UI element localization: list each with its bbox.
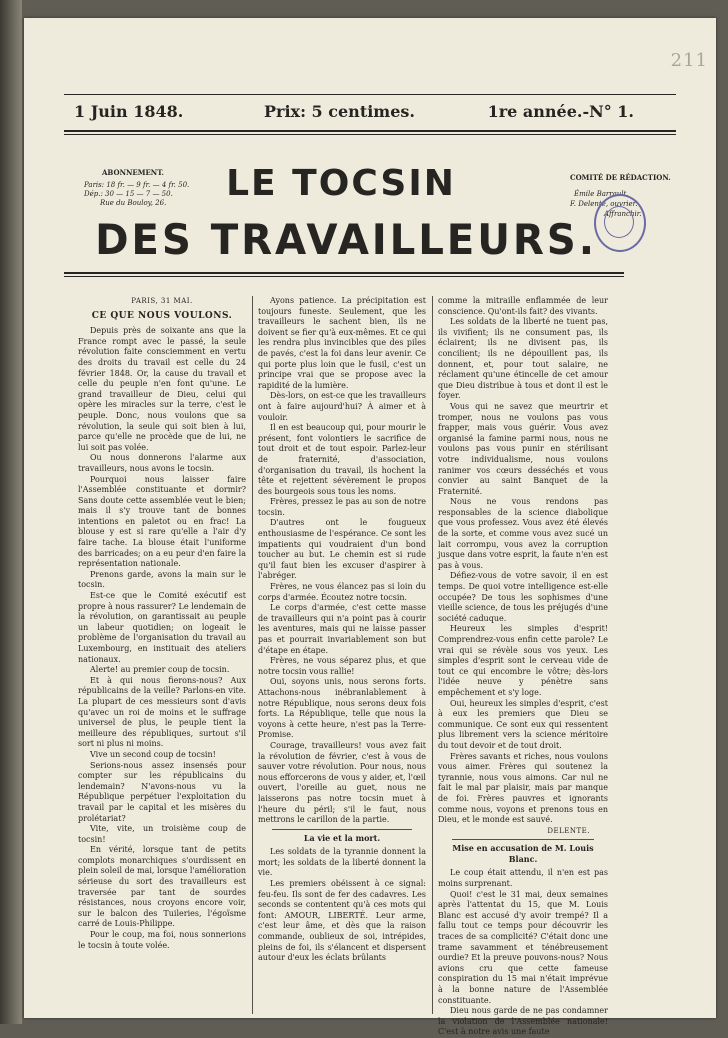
paragraph: Prenons garde, avons la main sur le tocsin. (78, 569, 246, 590)
paragraph: Les soldats de la tyrannie donnent la mort; les soldats de la liberté donnent la vie. (258, 847, 426, 878)
paragraph: Frères savants et riches, nous voulons vous aimer. Frères qui soutenez la tyrannie, nous vous aimons. Car nul ne fait le mal par plaisir, mais par manque de foi. Frères pauvres et ignorants comme nous, voyons et prenons tous en Dieu, et le monde est sauvé. (438, 751, 608, 825)
subscription-box (84, 168, 189, 208)
column-divider (432, 296, 433, 1014)
committee-line: Affranchir. (604, 210, 642, 218)
paragraph: Et à qui nous fierons-nous? Aux républicains de la veille? Parlons-en vite. La plupart de ces messieurs sont d'avis qu'avec un roi de moins et le suffrage universel de plus, le peuple tient la meilleure des républiques, surtout s'il sort ni plus ni moins. (78, 675, 246, 749)
stamp-seal-icon (604, 206, 634, 238)
masthead-rule-thin (64, 276, 624, 277)
issue-number: 1re année.-N° 1. (487, 102, 634, 121)
paragraph: Il en est beaucoup qui, pour mourir le présent, font volontiers le sacrifice de tout droit et de tout espoir. Parlez-leur de fraternité, d'association, d'organisation du travail, ils hochent la tête et rejettent sévèrement le propos des bourgeois sous tous les noms. (258, 423, 426, 496)
paragraph: Oui, soyons unis, nous serons forts. Attachons-nous inébranlablement à notre République, nous serons deux fois forts. La République, telle que nous la voyons à cette heure, n'est pas la Terre-Promise. (258, 677, 426, 740)
subscription-line: Paris: 18 fr. — 9 fr. — 4 fr. 50. (84, 181, 190, 189)
newspaper-page (24, 18, 716, 1037)
issue-date: 1 Juin 1848. (74, 102, 184, 121)
dateline-rule (64, 130, 676, 132)
paragraph: Pour le coup, ma foi, nous sonnerions le tocsin à toute volée. (78, 930, 246, 950)
paragraph: En vérité, lorsque tant de petits complots monarchiques s'ourdissent en plein soleil de mai, lorsque l'amélioration sérieuse du sort des travailleurs est traversée par tant de sourdes résistances, nous croyons encore voir, sur le balcon des Tuileries, l'égoïsme carré de Louis-Philippe. (78, 845, 246, 929)
column-3 (438, 296, 608, 1038)
library-stamp (594, 194, 646, 252)
signature: DELENTE. (547, 826, 590, 835)
paragraph: Ou nous donnerons l'alarme aux travailleurs, nous avons le tocsin. (78, 453, 246, 473)
paragraph: Les soldats de la liberté ne tuent pas, ils vivifient; ils ne consument pas, ils éclairent; ils ne divisent pas, ils concilient; ils ne dépouillent pas, ils donnent, et, pour tout salaire, ne réclament qu'une étincelle de cet amour que Dieu distribue à tous et dont il est le foyer. (438, 317, 608, 401)
paragraph: Serions-nous assez insensés pour compter sur les républicains du lendemain? N'avons-nous vu la République perpétuer l'exploitation du travail par le capital et les misères du prolétariat? (78, 760, 246, 823)
dateline-rule-thin (64, 134, 676, 135)
subscription-line: Dép.: 30 — 15 — 7 — 50. (84, 190, 173, 198)
paragraph: comme la mitraille enflammée de leur conscience. Qu'ont-ils fait? des vivants. (438, 296, 608, 316)
paragraph: Pourquoi nous laisser faire l'Assemblée constituante et dormir? Sans doute cette assemblée veut le bien; mais il s'y trouve tant de bonnes intentions en paletot ou en frac! La blouse y est si rare qu'elle a l'air d'y faire tache. La blouse était l'uniforme des barricades; on a eu peur d'en faire la représentation nationale. (78, 474, 246, 569)
section-heading: La vie et la mort. (303, 832, 381, 843)
book-binding (0, 0, 22, 1024)
top-rule (64, 94, 676, 95)
paragraph: Le corps d'armée, c'est cette masse de travailleurs qui n'a point pas à courir les aventures, mais qui ne laisse passer pas et pourrait invariablement son but d'étape en étape. (258, 603, 426, 655)
paragraph: Vite, vite, un troisième coup de tocsin! (78, 824, 246, 844)
paragraph: Défiez-vous de votre savoir, il en est temps. De quoi votre intelligence est-elle occupée? De tous les sophismes d'une vieille science, de tous les préjugés d'une société caduque. (438, 571, 608, 623)
column-1 (78, 296, 246, 951)
dateline (74, 102, 634, 124)
masthead-line2: DES TRAVAILLEURS. (95, 215, 597, 264)
committee-line: F. Delente, ouvrier. (570, 200, 638, 208)
committee-title: COMITÉ DE RÉDACTION. (570, 173, 671, 182)
section-divider (452, 839, 594, 840)
paragraph: Oui, heureux les simples d'esprit, c'est à eux les premiers que Dieu se communique. Ce sont eux qui ressentent plus librement vers la science méritoire du tout devoir et de tout droit. (438, 698, 608, 750)
paragraph: Vive un second coup de tocsin! (90, 749, 216, 759)
paragraph: Alerte! au premier coup de tocsin. (90, 665, 230, 675)
committee-line: Émile Barrault. (574, 190, 629, 198)
paragraph: Dès-lors, on est-ce que les travailleurs ont à faire aujourd'hui? À aimer et à vouloir. (258, 391, 426, 422)
subscription-line: Rue du Bouloy, 26. (100, 199, 167, 207)
masthead-line1: LE TOCSIN (226, 163, 456, 204)
folio-number: 211 (670, 50, 708, 71)
paragraph: Frères, ne vous élancez pas si loin du corps d'armée. Écoutez notre tocsin. (258, 582, 426, 602)
section-heading: Mise en accusation de M. Louis Blanc. (452, 843, 594, 864)
paragraph: Depuis près de soixante ans que la France rompt avec le passé, la seule révolution faite consciemment en vertu des droits du travail est celle du 24 février 1848. Or, la cause du travail et celle du peuple n'en font qu'une. Le grand travailleur de Dieu, celui qui opère les miracles sur la terre, c'est le peuple. Donc, nous voulons que sa révolution, la seule qui soit bien à lui, parce qu'elle ne procède que de lui, ne lui soit pas volée. (78, 326, 246, 452)
paragraph: Le coup était attendu, il n'en est pas moins surprenant. (438, 868, 608, 889)
paragraph: Courage, travailleurs! vous avez fait la révolution de février, c'est à vous de sauver votre révolution. Pour nous, nous nous efforcerons de vous y aider, et, l'œil ouvert, l'oreille au guet, nous ne laisserons pas notre tocsin muet à l'heure du péril; s'il le faut, nous mettrons le carillon de la partie. (258, 740, 426, 825)
paragraph: Heureux les simples d'esprit! Comprendrez-vous enfin cette parole? Le vrai qui se révèle sous vos yeux. Les simples d'esprit sont le cerveau vide de tout ce qui encombre le vôtre; dès-lors l'idée neuve y pénètre sans empêchement et s'y loge. (438, 624, 608, 697)
column-divider (252, 296, 253, 1014)
paragraph: D'autres ont le fougueux enthousiasme de l'espérance. Ce sont les impatients qui voudraient d'un bond toucher au but. Le chemin est si rude qu'il faut bien les excuser d'aspirer à l'abréger. (258, 518, 426, 581)
subscription-title: ABONNEMENT. (102, 168, 164, 177)
issue-price: Prix: 5 centimes. (264, 102, 415, 121)
paragraph: Frères, pressez le pas au son de notre tocsin. (258, 497, 426, 517)
section-divider (272, 829, 412, 830)
paragraph: Quoi! c'est le 31 mai, deux semaines après l'attentat du 15, que M. Louis Blanc est accusé d'y avoir trempé? Il a fallu tout ce temps pour découvrir les traces de sa complicité? C'était donc une trame savamment et ténébreusement ourdie? Et la preuve pouvons-nous? Nous avions cru que cette fameuse conspiration du 15 mai n'était imprévue à la bonne nature de l'Assemblée constituante. (438, 889, 608, 1005)
paragraph: Vous qui ne savez que meurtrir et tromper, nous ne voulons pas vous frapper, mais vous guérir. Vous avez organisé la famine parmi nous, nous ne voulons pas vous punir en stérilisant votre individualisme, nous voulons ranimer vos cœurs desséchés et vous convier au saint Banquet de la Fraternité. (438, 401, 608, 496)
paragraph: Est-ce que le Comité exécutif est propre à nous rassurer? Le lendemain de la révolution, on garantissait au peuple un labeur quotidien; on logeait le problème de l'organisation du travail au Luxembourg, en instituait des ateliers nationaux. (78, 591, 246, 664)
paragraph: Ayons patience. La précipitation est toujours funeste. Seulement, que les travailleurs le sachent bien, ils ne doivent se fier qu'à eux-mêmes. Et ce qui les rendra plus invincibles que des piles de pavés, c'est la foi dans leur avenir. Ce qui porte plus loin que le fusil, c'est un principe vrai que se propose avec la rapidité de la lumière. (258, 296, 426, 390)
paragraph: Les premiers obéissent à ce signal: feu-feu. Ils sont de fer des cadavres. Les seconds se contentent qu'à ces mots qui font: AMOUR, LIBERTÉ. Leur arme, c'est leur âme, et dès que la raison commande, oublieux de soi, intrépides, pleins de foi, ils s'élancent et dispersent autour d'eux les éclats brûlants (258, 879, 426, 963)
article-heading: CE QUE NOUS VOULONS. (91, 310, 233, 321)
column-2 (258, 296, 426, 964)
masthead-rule (64, 272, 624, 274)
paragraph: Frères, ne vous séparez plus, et que notre tocsin vous rallie! (258, 656, 426, 676)
paragraph: Nous ne vous rendons pas responsables de la science diabolique que vous professez. Vous avez été élevés de la sorte, et comme vous avez sucé un lait corrompu, vous avez la corruption jusque dans votre esprit, la faute n'en est pas à vous. (438, 497, 608, 570)
paragraph: Dieu nous garde de ne pas condamner la violation de l'Assemblée nationale! C'est à notre avis une faute (438, 1006, 608, 1037)
place-date: PARIS, 31 MAI. (131, 297, 193, 305)
